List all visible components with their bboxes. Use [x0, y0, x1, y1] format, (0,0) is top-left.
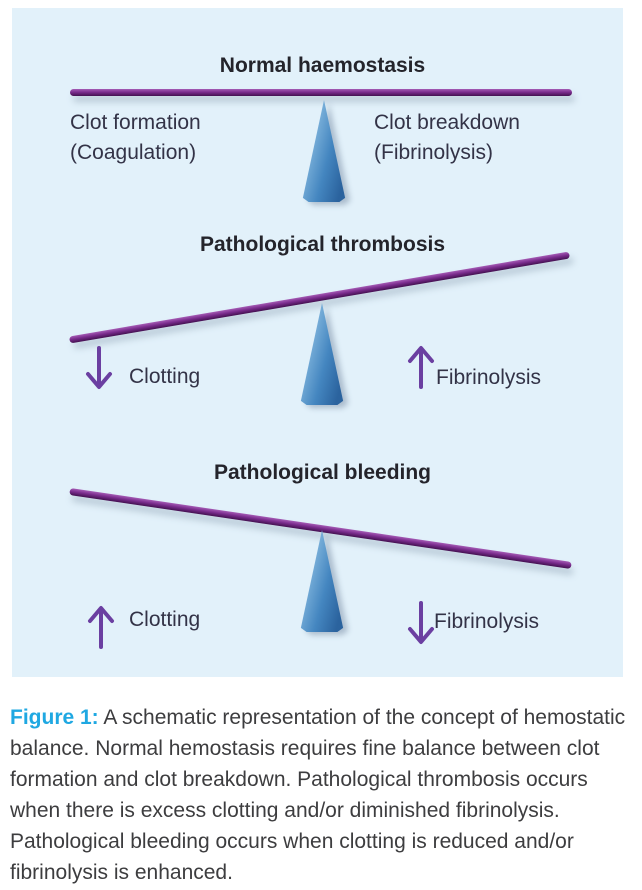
label-clot-formation-line1: Clot formation: [70, 111, 201, 134]
up-arrow-icon: [406, 344, 436, 390]
up-arrow-icon: [86, 604, 116, 650]
down-arrow-icon: [406, 600, 436, 646]
label-coagulation-line2: (Coagulation): [70, 141, 197, 164]
figure-caption-label: Figure 1:: [10, 706, 99, 729]
section-title-pathological-bleeding: Pathological bleeding: [213, 461, 432, 484]
label-clotting-decreased: Clotting: [129, 365, 201, 388]
figure-caption: [10, 702, 636, 888]
label-clot-breakdown-line1: Clot breakdown: [374, 111, 520, 134]
label-clotting-increased: Clotting: [129, 608, 201, 631]
fulcrum-triangle: [302, 100, 346, 202]
fulcrum-triangle: [300, 303, 344, 405]
section-title-normal-haemostasis: Normal haemostasis: [219, 54, 426, 77]
fulcrum-triangle-shape: [300, 530, 344, 632]
fulcrum-triangle-shape: [300, 303, 344, 405]
label-clot-formation: [70, 108, 201, 168]
figure-caption-text: A schematic representation of the concept of hemostatic balance. Normal hemostasis requires fine balance between clot formation and clot breakdown. Pathological thrombosis occurs when there is excess clotting and/or diminished fibrinolysis. Pathological bleeding occurs when clotting is reduced and/or fibrinolysis is enhanced.: [10, 706, 626, 884]
label-fibrinolysis-increased: Fibrinolysis: [436, 366, 542, 389]
down-arrow-icon: [84, 345, 114, 391]
label-clot-breakdown: [374, 108, 520, 168]
fulcrum-triangle-shape: [302, 100, 346, 202]
section-title-pathological-thrombosis: Pathological thrombosis: [199, 233, 446, 256]
diagram-panel: [12, 8, 623, 677]
balance-beam-level: [70, 89, 572, 96]
fulcrum-triangle: [300, 530, 344, 632]
label-fibrinolysis-line2: (Fibrinolysis): [374, 141, 494, 164]
label-fibrinolysis-decreased: Fibrinolysis: [434, 610, 540, 633]
